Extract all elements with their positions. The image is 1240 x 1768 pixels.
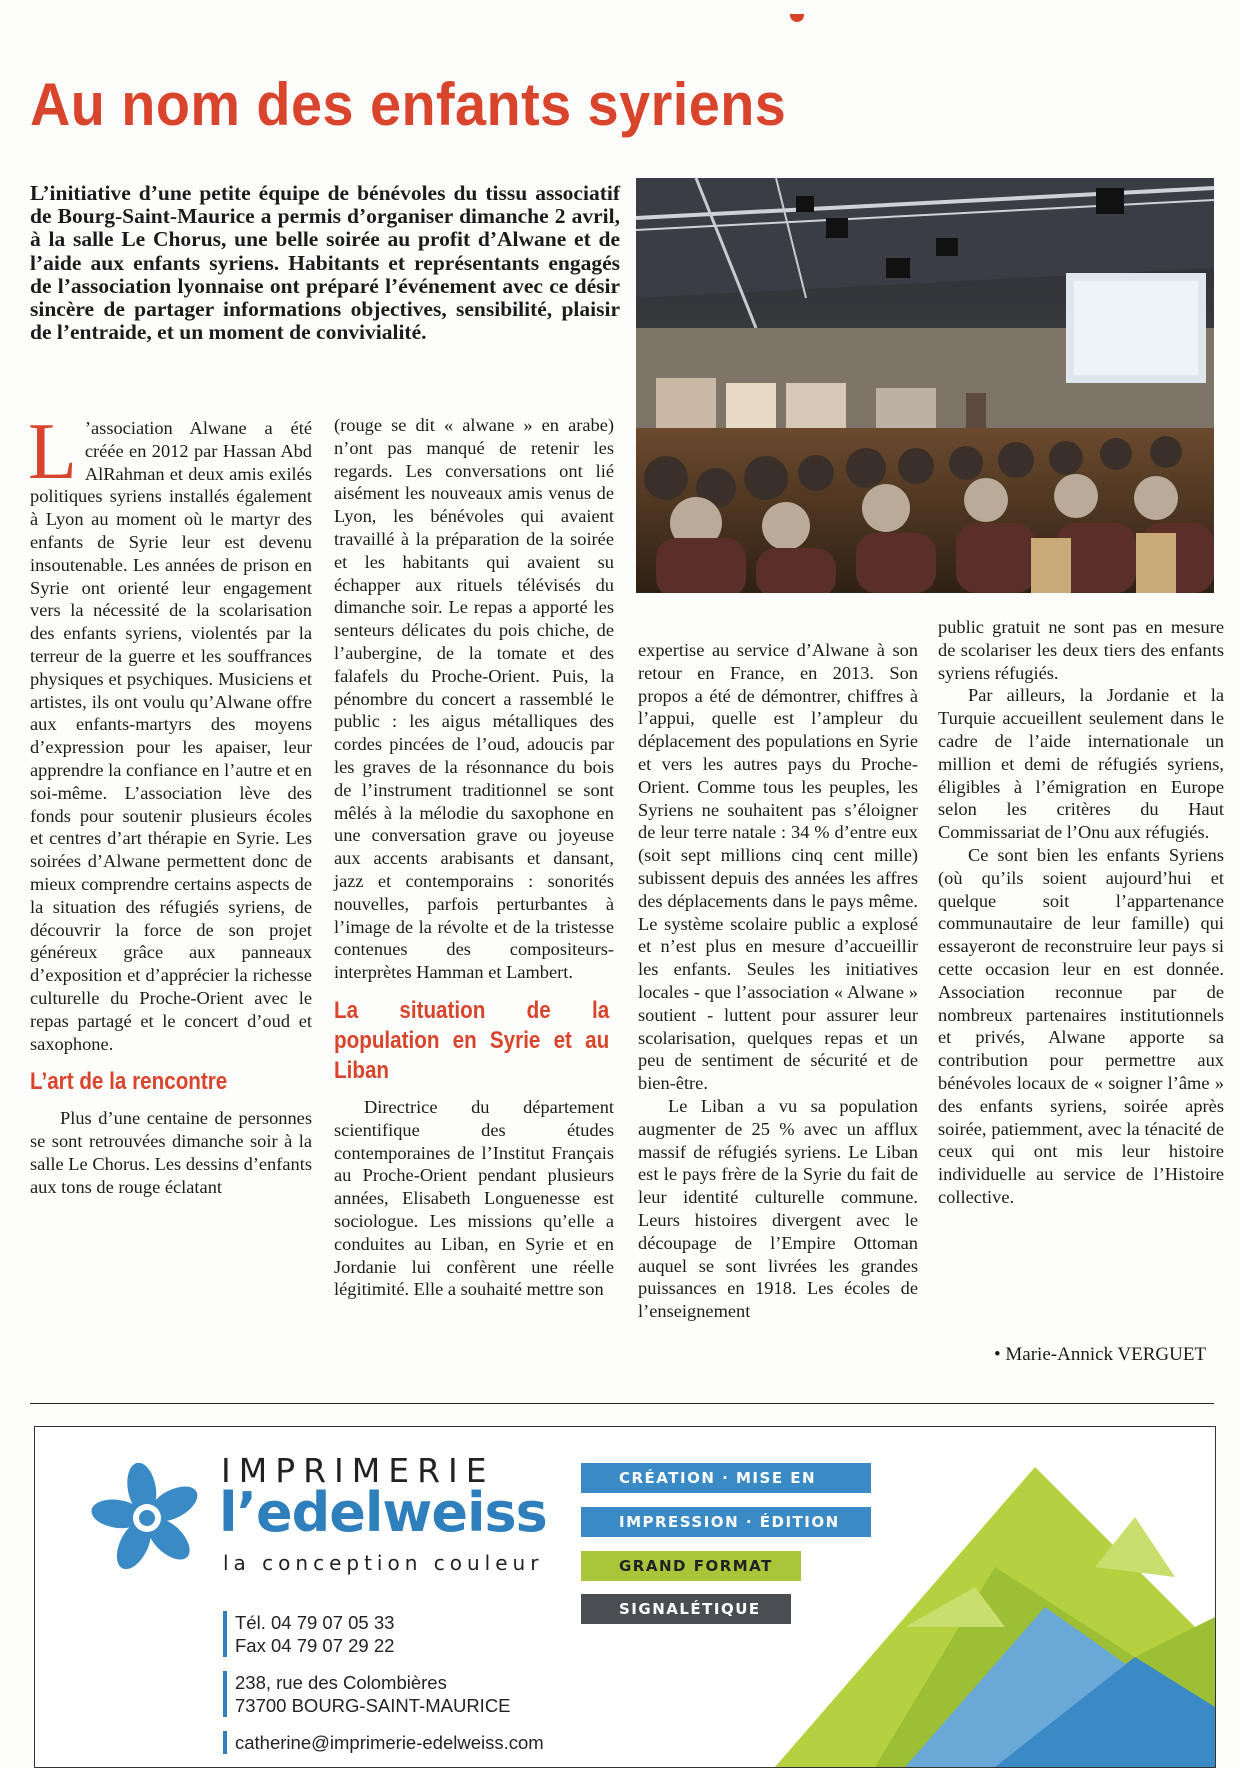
ad-brand-name: l’edelweiss xyxy=(219,1481,547,1544)
ad-email[interactable]: catherine@imprimerie-edelweiss.com xyxy=(235,1732,544,1753)
ad-tagline: la conception couleur xyxy=(223,1551,544,1575)
article-lede: L’initiative d’une petite équipe de bénévoles du tissu associatif de Bourg-Saint-Maurice a permis d’organiser dimanche 2 avril, à la salle Le Chorus, une belle soirée au profit d’Alwane et de l’aide aux enfants syriens. Habitants et représentants engagés de l’association lyonnaise ont préparé l’événement avec ce désir sincère de partager informations objectives, sensibilité, plaisir de l’entraide, et un moment de convivialité. xyxy=(30,181,620,345)
article-paragraph-rencontre-cont: (rouge se dit « alwane » en arabe) n’ont pas manqué de retenir les regards. Les conversations ont lié aisément les nouveaux amis venus de Lyon, les bénévoles qui avaient travaillé à la préparation de la soirée et les habitants qui avaient su échapper aux rituels télévisés du dimanche soir. Le repas a apporté les senteurs délicates du pois chiche, de l’aubergine, de la tomate et des falafels du Proche-Orient. Puis, la pénombre du concert a rassemblé le public : les aigus métalliques des cordes pincées de l’oud, adoucis par les graves de la résonnance du bois de l’instrument traditionnel se sont mêlés à la mélodie du saxophone en une conversation grave ou joyeuse aux accents arabisants et dansant, jazz et contemporains : sonorités nouvelles, parfois perturbantes à l’image de la révolte et de la tristesse contenues des compositeurs-interprètes Hamman et Lambert. xyxy=(334,415,614,983)
ad-company-name: IMPRIMERIE xyxy=(221,1451,495,1490)
concert-hall-photo xyxy=(636,178,1214,593)
subheading-rencontre: L’art de la rencontre xyxy=(30,1068,228,1096)
article-column-3 xyxy=(638,639,918,1323)
article-paragraph-situation: Directrice du département scientifique des études contemporaines de l’Institut Français au Proche-Orient pendant plusieurs années, Elisabeth Longuenesse est sociologue. Les missions qu’elle a conduites au Liban, en Syrie et en Jordanie lui confèrent une réelle légitimité. Elle a souhaité mettre son xyxy=(334,1096,614,1300)
event-photo xyxy=(636,178,1214,593)
author-signature: • Marie-Annick VERGUET xyxy=(994,1344,1207,1365)
article-paragraph-liban-cont: public gratuit ne sont pas en mesure de scolariser les deux tiers des enfants syriens réfugiés. xyxy=(938,617,1224,683)
article-paragraph-jordanie: Par ailleurs, la Jordanie et la Turquie accueillent seulement dans le cadre de l’aide internationale un million et demi de réfugiés syriens, éligibles à l’émigration en Europe selon les critères du Haut Commissariat de l’Onu aux réfugiés. xyxy=(938,685,1224,843)
page-corner-mark xyxy=(790,14,804,22)
ad-phone-block xyxy=(223,1611,394,1657)
article-column-2 xyxy=(334,414,614,1301)
ad-fax: Fax 04 79 07 29 22 xyxy=(235,1635,395,1656)
ad-address-block xyxy=(223,1671,511,1717)
ad-address-street: 238, rue des Colombières xyxy=(235,1672,447,1693)
ad-service-creation: CRÉATION · MISE EN xyxy=(581,1463,871,1493)
article-paragraph-intro: ’association Alwane a été créée en 2012 par Hassan Abd AlRahman et deux amis exilés politiques syriens installés également à Lyon au moment où le martyr des enfants de Syrie leur est devenu insoutenable. Les années de prison en Syrie ont orienté leur engagement vers la nécessité de la scolarisation des enfants syriens, violentés par la terreur de la guerre et les souffrances physiques et psychiques. Musiciens et artistes, ils ont voulu qu’Alwane offre aux enfants-martyrs des moyens d’expression pour les apaiser, leur apprendre la confiance en l’autre et en soi-même. L’association lève des fonds pour soutenir plusieurs écoles et centres d’art thérapie en Syrie. Les soirées d’Alwane permettent donc de mieux comprendre certains aspects de la situation des réfugiés syriens, de découvrir la force de son projet généreux grâce aux panneaux d’exposition et d’apprécier la richesse culturelle du Proche-Orient avec le repas partagé et le concert d’oud et saxophone. xyxy=(30,418,312,1054)
article-paragraph-rencontre: Plus d’une centaine de personnes se sont retrouvées dimanche soir à la salle Le Chorus. Les dessins d’enfants aux tons de rouge éclatant xyxy=(30,1108,312,1197)
article-column-4 xyxy=(938,616,1224,1209)
article-paragraph-liban: Le Liban a vu sa population augmenter de 25 % avec un afflux massif de réfugiés syriens. Le Liban est le pays frère de la Syrie du fait de leur identité culturelle commune. Leurs histoires divergent avec le découpage de l’Empire Ottoman auquel se sont livrées les grandes puissances en 1918. Les écoles de l’enseignement xyxy=(638,1095,918,1322)
ad-phone: Tél. 04 79 07 05 33 xyxy=(235,1612,395,1633)
subheading-situation: La situation de la population en Syrie et au Liban xyxy=(334,996,610,1084)
article-paragraph-situation-cont: expertise au service d’Alwane à son retour en France, en 2013. Son propos a été de démontrer, chiffres à l’appui, quelle est l’ampleur du déplacement des populations en Syrie et vers les autres pays du Proche-Orient. Comme tous les peuples, les Syriens ne souhaitent pas s’éloigner de leur terre natale : 34 % d’entre eux (soit sept millions cinq cent mille) subissent depuis des années les affres des déplacements dans le pays même. Le système scolaire public a explosé et n’est plus en mesure d’accueillir les enfants. Seules les initiatives locales - que l’association « Alwane » soutient - luttent pour assurer leur scolarisation, quelques repas et un peu de sentiment de sécurité et de bien-être. xyxy=(638,640,918,1094)
article-paragraph-conclusion: Ce sont bien les enfants Syriens (où qu’ils soient aujourd’hui et quelque soit l’appartenance communautaire de leur famille) qui essayeront de reconstruire leur pays si cette occasion leur en est donnée. Association reconnue par de nombreux partenaires institutionnels et privés, Alwane apporte sa contribution pour permettre aux bénévoles locaux de « soigner l’âme » des enfants syriens, soirée après soirée, patiemment, avec la ténacité de ceux qui ont mis leur histoire individuelle au service de l’Histoire collective. xyxy=(938,844,1224,1207)
edelweiss-flower-icon xyxy=(77,1463,217,1573)
advertisement xyxy=(34,1426,1216,1768)
article-column-1 xyxy=(28,408,312,1199)
ad-email-block xyxy=(223,1731,544,1754)
ad-service-impression: IMPRESSION · ÉDITION xyxy=(581,1507,871,1537)
ad-service-grand-format: GRAND FORMAT xyxy=(581,1551,801,1581)
article-title: Au nom des enfants syriens xyxy=(30,71,787,138)
divider xyxy=(30,1403,1214,1404)
ad-service-signaletique: SIGNALÉTIQUE xyxy=(581,1594,791,1624)
drop-cap: L xyxy=(28,408,77,496)
ad-address-city: 73700 BOURG-SAINT-MAURICE xyxy=(235,1695,511,1716)
